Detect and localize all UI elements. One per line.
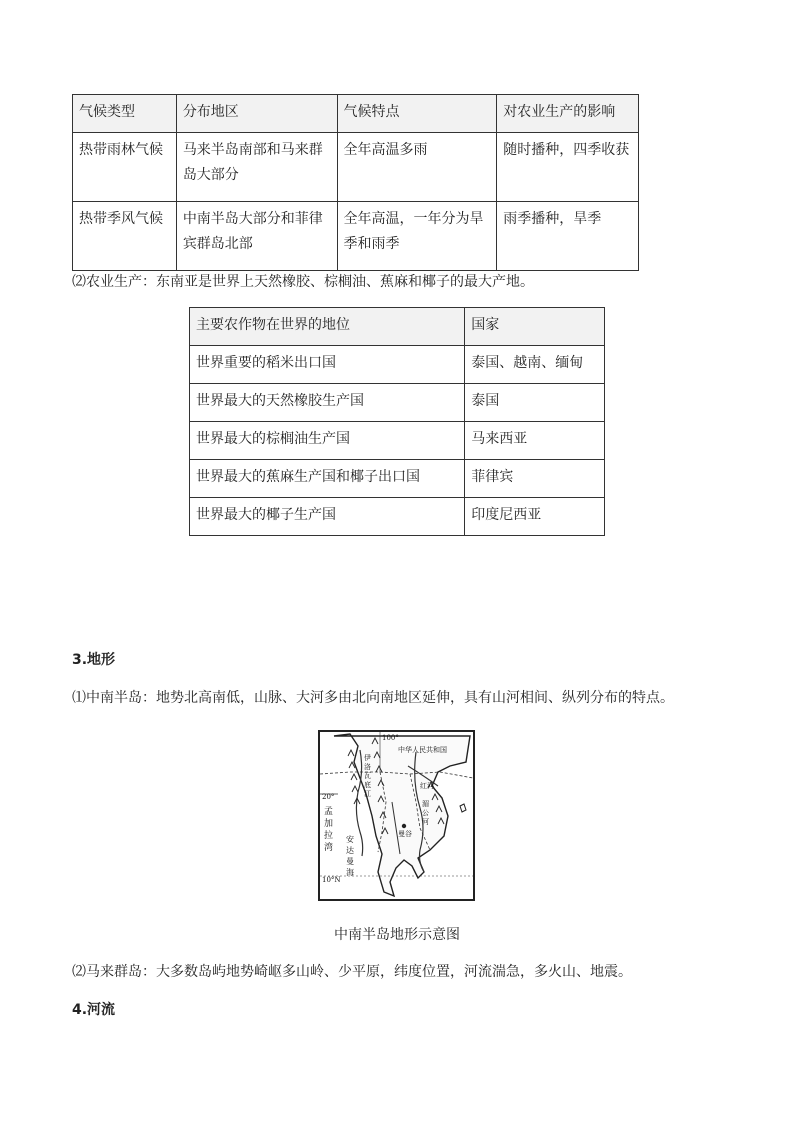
table-cell: 世界最大的椰子生产国: [190, 498, 465, 536]
table-cell: 全年高温多雨: [337, 133, 497, 202]
map-label-china: 中华人民共和国: [398, 746, 447, 754]
header-cell: 气候类型: [73, 95, 177, 133]
section-heading-rivers: 4.河流: [72, 1002, 116, 1018]
hainan-island: [460, 804, 466, 812]
table-cell: 菲律宾: [465, 460, 605, 498]
map-label-lat20: 20°: [322, 793, 335, 801]
map-label-bay: 湾: [324, 843, 334, 853]
table-cell: 世界最大的棕榈油生产国: [190, 422, 465, 460]
map-label-mekong: 湄: [422, 800, 429, 808]
coastline: [334, 734, 470, 896]
table-cell: 泰国: [465, 384, 605, 422]
map-label-irrawaddy: 洛: [364, 763, 371, 771]
climate-table: [72, 94, 639, 271]
section-heading-terrain: 3.地形: [72, 652, 116, 668]
table-cell: 热带雨林气候: [73, 133, 177, 202]
map-label-irrawaddy: 瓦: [364, 772, 371, 780]
map-label-irrawaddy: 伊: [364, 754, 371, 762]
map-label-irrawaddy: 底: [364, 781, 371, 789]
map-label-bay: 孟: [324, 807, 334, 817]
table-cell: 马来半岛南部和马来群岛大部分: [176, 133, 337, 202]
header-cell: 分布地区: [176, 95, 337, 133]
agriculture-paragraph: ⑵农业生产：东南亚是世界上天然橡胶、棕榈油、蕉麻和椰子的最大产地。: [72, 274, 534, 290]
indochina-paragraph: ⑴中南半岛：地势北高南低，山脉、大河多由北向南地区延伸，具有山河相间、纵列分布的特点。: [72, 690, 674, 706]
table-row: [73, 202, 639, 271]
table-cell: 全年高温，一年分为旱季和雨季: [337, 202, 497, 271]
table-cell: 中南半岛大部分和菲律宾群岛北部: [176, 202, 337, 271]
table-cell: 泰国、越南、缅甸: [465, 346, 605, 384]
table-cell: 雨季播种，旱季: [497, 202, 639, 271]
table-row: [190, 384, 605, 422]
table-cell: 世界重要的稻米出口国: [190, 346, 465, 384]
map-label-red-river: 红河: [420, 782, 434, 790]
indochina-terrain-map: [318, 730, 475, 901]
table-row: [73, 133, 639, 202]
header-cell: 气候特点: [337, 95, 497, 133]
map-label-mekong: 公: [422, 809, 429, 817]
map-label-bangkok: 曼谷: [398, 830, 412, 838]
table-cell: 马来西亚: [465, 422, 605, 460]
malay-archipelago-paragraph: ⑵马来群岛：大多数岛屿地势崎岖多山岭、少平原，纬度位置，河流湍急，多火山、地震。: [72, 964, 632, 980]
header-cell: 主要农作物在世界的地位: [190, 308, 465, 346]
map-label-andaman: 安: [346, 835, 354, 844]
crop-table-header: [190, 308, 605, 346]
table-cell: 世界最大的蕉麻生产国和椰子出口国: [190, 460, 465, 498]
table-row: [190, 422, 605, 460]
map-label-mekong: 河: [422, 818, 429, 826]
table-cell: 热带季风气候: [73, 202, 177, 271]
table-cell: 印度尼西亚: [465, 498, 605, 536]
map-label-andaman: 达: [346, 846, 354, 855]
table-cell: 随时播种，四季收获: [497, 133, 639, 202]
table-row: [190, 498, 605, 536]
table-cell: 世界最大的天然橡胶生产国: [190, 384, 465, 422]
header-cell: 国家: [465, 308, 605, 346]
map-label-lon100: 100°: [382, 734, 399, 742]
map-label-bay: 拉: [324, 831, 334, 841]
bangkok-marker: [402, 824, 406, 828]
map-svg: [320, 732, 473, 899]
map-label-bay: 加: [324, 819, 334, 829]
table-row: [190, 346, 605, 384]
map-label-andaman: 曼: [346, 857, 354, 866]
map-caption: 中南半岛地形示意图: [334, 927, 460, 943]
map-label-irrawaddy: 江: [364, 790, 371, 798]
crop-table: [189, 307, 605, 536]
climate-table-header: [73, 95, 639, 133]
map-label-lat10: 10°N: [322, 876, 341, 884]
map-label-andaman: 海: [346, 868, 354, 877]
table-row: [190, 460, 605, 498]
header-cell: 对农业生产的影响: [497, 95, 639, 133]
